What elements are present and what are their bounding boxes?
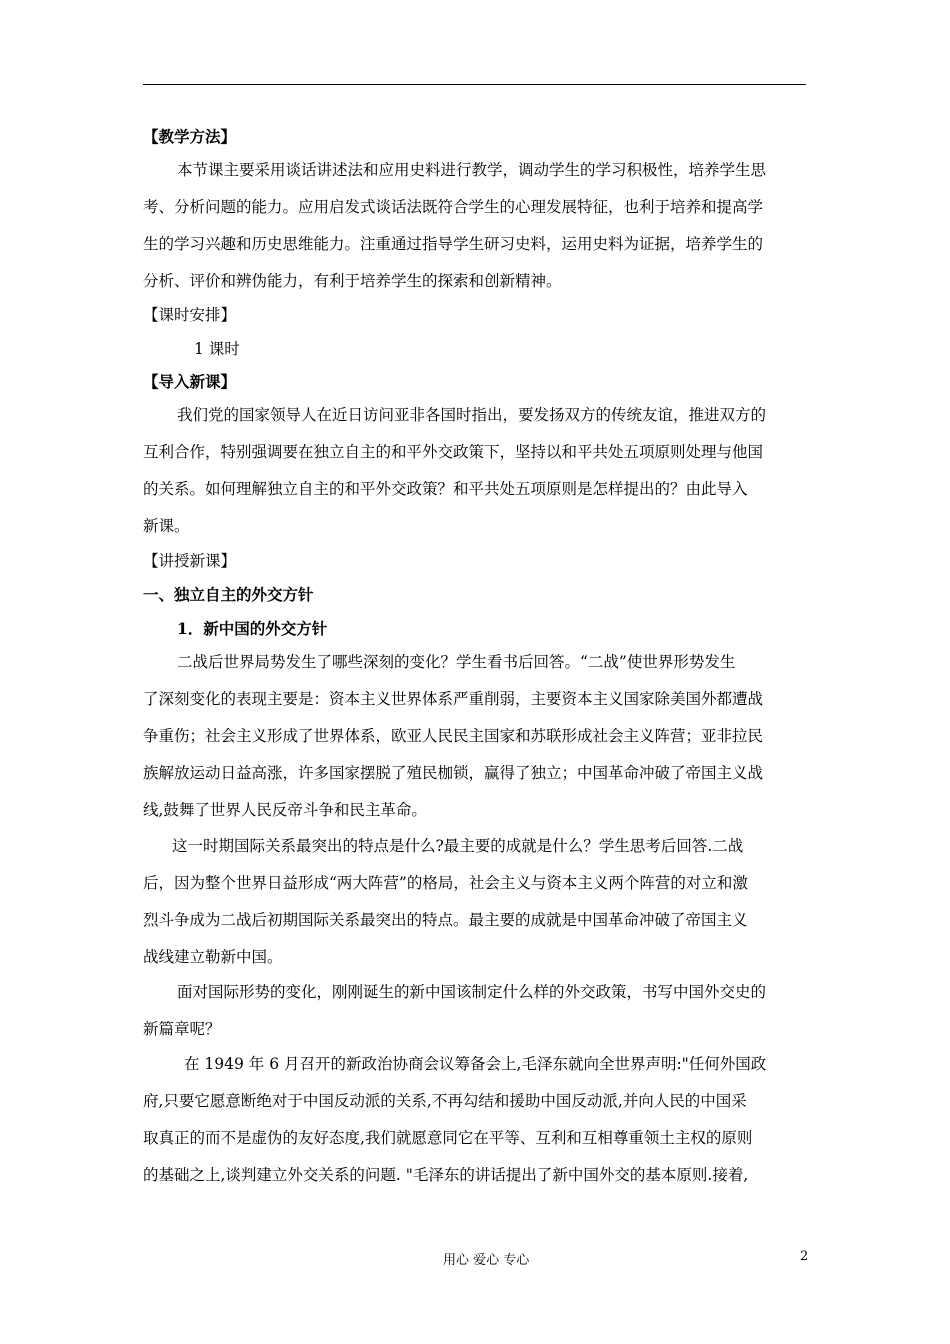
para3-line: 新篇章呢？ (143, 1020, 221, 1038)
subsection-title: 1．新中国的外交方针 (177, 619, 328, 638)
intro-line: 新课。 (143, 517, 190, 535)
para1-line: 二战后世界局势发生了哪些深刻的变化？学生看书后回答。“二战”使世界形势发生 (177, 653, 736, 671)
para4-line: 在 1949 年 6 月召开的新政治协商会议筹备会上,毛泽东就向全世界声明:"任何外国政 (184, 1055, 767, 1073)
para2-line: 烈斗争成为二战后初期国际关系最突出的特点。最主要的成就是中国革命冲破了帝国主义 (143, 911, 748, 929)
para1-line: 族解放运动日益高涨，许多国家摆脱了殖民枷锁，赢得了独立；中国革命冲破了帝国主义战 (143, 764, 764, 782)
heading-lecture: 【讲授新课】 (143, 552, 237, 570)
para2-line: 战线建立勒新中国。 (143, 948, 283, 966)
schedule-text: 1 课时 (194, 340, 240, 358)
intro-line: 我们党的国家领导人在近日访问亚非各国时指出，要发扬双方的传统友谊，推进双方的 (177, 406, 767, 424)
para1-line: 线,鼓舞了世界人民反帝斗争和民主革命。 (143, 801, 427, 819)
method-line: 分析、评价和辨伪能力，有利于培养学生的探索和创新精神。 (143, 272, 562, 290)
heading-intro: 【导入新课】 (143, 372, 237, 391)
para1-line: 了深刻变化的表现主要是：资本主义世界体系严重削弱，主要资本主义国家除美国外都遭战 (143, 690, 764, 708)
para1-line: 争重伤；社会主义形成了世界体系，欧亚人民民主国家和苏联形成社会主义阵营；亚非拉民 (143, 727, 764, 745)
para4-line: 取真正的而不是虚伪的友好态度,我们就愿意同它在平等、互利和互相尊重领土主权的原则 (143, 1129, 753, 1147)
header-rule (143, 84, 806, 85)
para2-line: 这一时期国际关系最突出的特点是什么?最主要的成就是什么？学生思考后回答.二战 (172, 837, 744, 855)
intro-line: 互利合作，特别强调要在独立自主的和平外交政策下，坚持以和平共处五项原则处理与他国 (143, 443, 764, 461)
section-title: 一、独立自主的外交方针 (143, 585, 314, 604)
method-line: 考、分析问题的能力。应用启发式谈话法既符合学生的心理发展特征，也利于培养和提高学 (143, 198, 764, 216)
heading-teaching-method: 【教学方法】 (143, 127, 237, 146)
para4-line: 府,只要它愿意断绝对于中国反动派的关系,不再勾结和援助中国反动派,并向人民的中国采 (143, 1092, 747, 1110)
page-number: 2 (800, 1249, 809, 1264)
intro-line: 的关系。如何理解独立自主的和平外交政策？和平共处五项原则是怎样提出的？由此导入 (143, 480, 748, 498)
method-line: 本节课主要采用谈话讲述法和应用史料进行教学，调动学生的学习积极性，培养学生思 (177, 161, 767, 179)
para3-line: 面对国际形势的变化，刚刚诞生的新中国该制定什么样的外交政策，书写中国外交史的 (177, 983, 767, 1001)
footer-text: 用心 爱心 专心 (443, 1253, 530, 1268)
para4-line: 的基础之上,谈判建立外交关系的问题. "毛泽东的讲话提出了新中国外交的基本原则.接着, (143, 1166, 749, 1184)
para2-line: 后，因为整个世界日益形成“两大阵营”的格局，社会主义与资本主义两个阵营的对立和激 (143, 874, 748, 892)
method-line: 生的学习兴趣和历史思维能力。注重通过指导学生研习史料，运用史料为证据，培养学生的 (143, 235, 764, 253)
heading-schedule: 【课时安排】 (143, 306, 237, 324)
